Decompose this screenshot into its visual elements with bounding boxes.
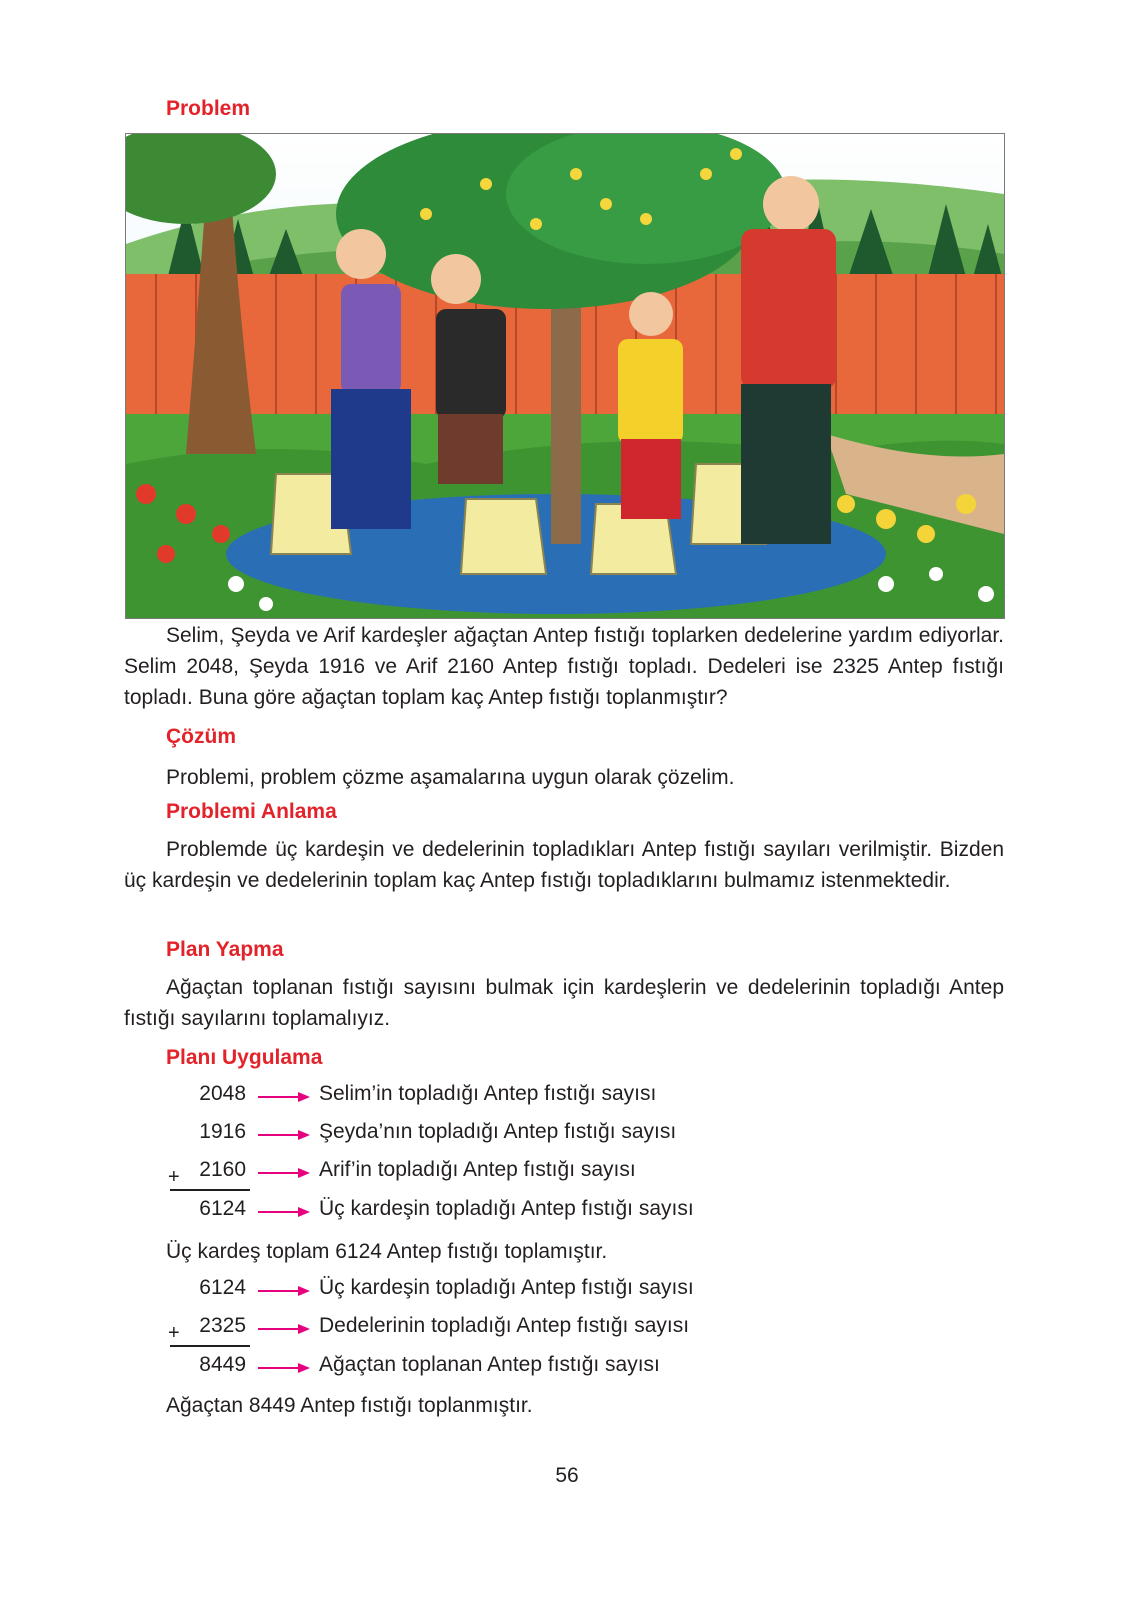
sum-description: Üç kardeşin topladığı Antep fıstığı sayısı [319, 1197, 694, 1220]
sum-line [170, 1189, 250, 1191]
addend-number: 2325 [199, 1314, 246, 1337]
sum-number: 6124 [199, 1197, 246, 1220]
result-1: Üç kardeş toplam 6124 Antep fıstığı toplamıştır. [166, 1240, 608, 1263]
sum-line [170, 1345, 250, 1347]
calc-row [166, 1158, 806, 1188]
heading-problem: Problem [166, 97, 251, 120]
addend-number: 2160 [199, 1158, 246, 1181]
addend-description: Üç kardeşin topladığı Antep fıstığı sayısı [319, 1276, 694, 1299]
problem-text: Selim, Şeyda ve Arif kardeşler ağaçtan Antep fıstığı toplarken dedelerine yardım ediyorlar. Selim 2048, Şeyda 1916 ve Arif 2160 Antep fıstığı topladı. Dedeleri ise 2325 Antep fıstığı topladı. Buna göre ağaçtan toplam kaç Antep fıstığı toplanmıştır? [124, 624, 1004, 709]
result-2: Ağaçtan 8449 Antep fıstığı toplanmıştır. [166, 1394, 533, 1417]
sum-description: Ağaçtan toplanan Antep fıstığı sayısı [319, 1353, 660, 1376]
arrow-right-icon [258, 1206, 310, 1218]
arrow-right-icon [258, 1362, 310, 1374]
plus-sign: + [168, 1166, 180, 1188]
addend-description: Dedelerinin topladığı Antep fıstığı sayısı [319, 1314, 690, 1337]
cozum-text: Problemi, problem çözme aşamalarına uygun olarak çözelim. [166, 766, 735, 789]
pistachio-harvest-illustration [125, 133, 1005, 619]
calc-row [166, 1276, 806, 1306]
calc-row [166, 1353, 806, 1383]
calc-row [166, 1120, 806, 1150]
arrow-right-icon [258, 1285, 310, 1297]
addend-description: Arif’in topladığı Antep fıstığı sayısı [319, 1158, 636, 1181]
page-number: 56 [555, 1464, 579, 1487]
heading-cozum: Çözüm [166, 725, 236, 748]
plus-sign: + [168, 1322, 180, 1344]
plan-text: Ağaçtan toplanan fıstığı sayısını bulmak için kardeşlerin ve dedelerinin topladığı Antep fıstığı sayılarını toplamalıyız. [124, 976, 1004, 1030]
addend-number: 2048 [199, 1082, 246, 1105]
heading-uygulama: Planı Uygulama [166, 1046, 323, 1069]
sum-number: 8449 [199, 1353, 246, 1376]
addend-number: 1916 [199, 1120, 246, 1143]
calc-row [166, 1314, 806, 1344]
calc-row [166, 1197, 806, 1227]
arrow-right-icon [258, 1167, 310, 1179]
heading-plan: Plan Yapma [166, 938, 284, 961]
addend-number: 6124 [199, 1276, 246, 1299]
addend-description: Selim’in topladığı Antep fıstığı sayısı [319, 1082, 657, 1105]
arrow-right-icon [258, 1323, 310, 1335]
heading-anlama: Problemi Anlama [166, 800, 337, 823]
addend-description: Şeyda’nın topladığı Antep fıstığı sayısı [319, 1120, 677, 1143]
arrow-right-icon [258, 1091, 310, 1103]
arrow-right-icon [258, 1129, 310, 1141]
calc-row [166, 1082, 806, 1112]
anlama-text: Problemde üç kardeşin ve dedelerinin topladıkları Antep fıstığı sayıları verilmiştir. Bizden üç kardeşin ve dedelerinin toplam kaç Antep fıstığı topladıklarını bulmamız istenmektedir. [124, 838, 1004, 892]
